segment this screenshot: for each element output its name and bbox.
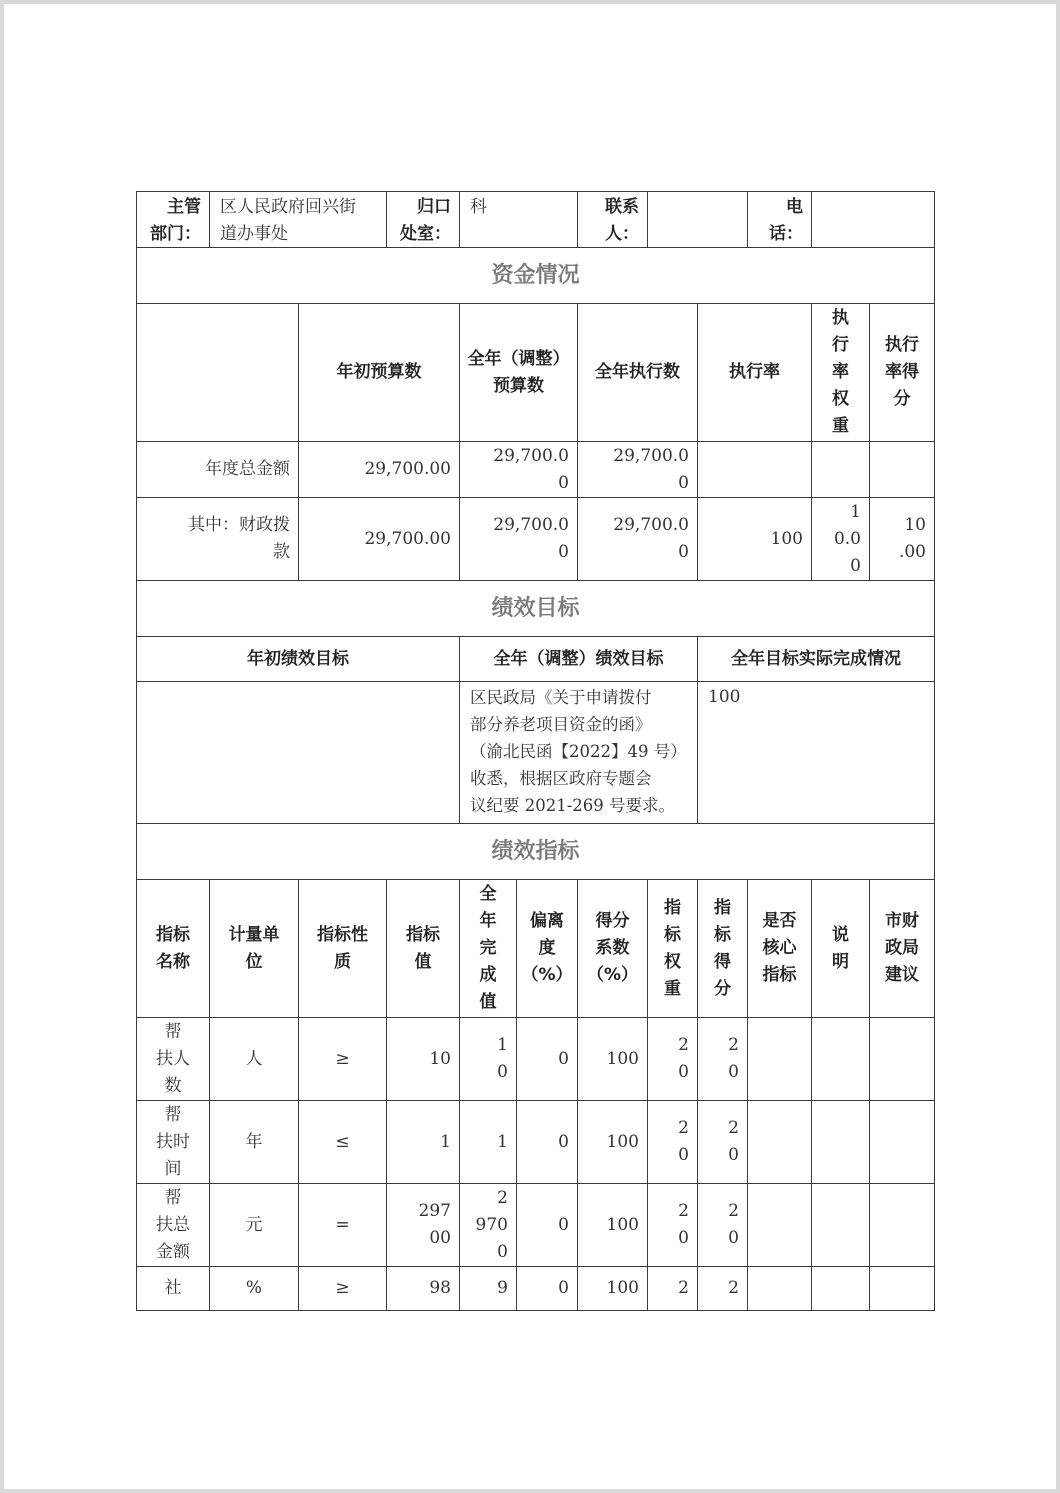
ind-row-completed: 1 bbox=[459, 1100, 517, 1184]
ind-row-advice bbox=[869, 1100, 935, 1184]
funds-row-score bbox=[869, 441, 935, 498]
ind-row-name: 帮 扶总 金额 bbox=[136, 1183, 210, 1267]
ind-row-score: 2 0 bbox=[697, 1183, 748, 1267]
ind-row-coefficient: 100 bbox=[577, 1183, 648, 1267]
ind-row-nature: ≥ bbox=[298, 1266, 387, 1311]
goals-col-initial: 年初绩效目标 bbox=[136, 636, 460, 682]
ind-row-advice bbox=[869, 1183, 935, 1267]
dept-label: 主管 部门： bbox=[136, 191, 210, 248]
ind-row-core bbox=[747, 1100, 812, 1184]
ind-col-note: 说 明 bbox=[811, 879, 870, 1018]
ind-row-unit: 元 bbox=[209, 1183, 299, 1267]
ind-row-name: 帮 扶时 间 bbox=[136, 1100, 210, 1184]
ind-row-unit: % bbox=[209, 1266, 299, 1311]
ind-row-nature: = bbox=[298, 1183, 387, 1267]
ind-row-coefficient: 100 bbox=[577, 1266, 648, 1311]
ind-row-score: 2 0 bbox=[697, 1017, 748, 1101]
ind-row-value: 10 bbox=[386, 1017, 460, 1101]
funds-row-rate: 100 bbox=[697, 497, 812, 581]
ind-row-name: 社 bbox=[136, 1266, 210, 1311]
ind-row-core bbox=[747, 1017, 812, 1101]
funds-row-score: 10 .00 bbox=[869, 497, 935, 581]
ind-row-weight: 2 0 bbox=[647, 1100, 698, 1184]
funds-row-adjusted: 29,700.0 0 bbox=[459, 441, 578, 498]
funds-col-adjusted: 全年（调整） 预算数 bbox=[459, 303, 578, 442]
ind-row-core bbox=[747, 1183, 812, 1267]
ind-row-note bbox=[811, 1100, 870, 1184]
funds-row-executed: 29,700.0 0 bbox=[577, 497, 698, 581]
funds-col-weight: 执 行 率 权 重 bbox=[811, 303, 870, 442]
funds-col-rate: 执行率 bbox=[697, 303, 812, 442]
ind-row-deviation: 0 bbox=[516, 1017, 578, 1101]
funds-row-initial: 29,700.00 bbox=[298, 497, 460, 581]
funds-header-blank bbox=[136, 303, 299, 442]
dept-value: 区人民政府回兴街 道办事处 bbox=[209, 191, 387, 248]
goals-actual-value: 100 bbox=[697, 681, 935, 824]
ind-col-coefficient: 得分 系数 （%） bbox=[577, 879, 648, 1018]
funds-row-initial: 29,700.00 bbox=[298, 441, 460, 498]
ind-col-score: 指 标 得 分 bbox=[697, 879, 748, 1018]
ind-row-value: 1 bbox=[386, 1100, 460, 1184]
ind-row-deviation: 0 bbox=[516, 1183, 578, 1267]
office-value: 科 bbox=[459, 191, 578, 248]
ind-row-completed: 2 970 0 bbox=[459, 1183, 517, 1267]
goals-section-title: 绩效目标 bbox=[136, 580, 935, 637]
ind-row-coefficient: 100 bbox=[577, 1100, 648, 1184]
ind-row-weight: 2 0 bbox=[647, 1183, 698, 1267]
funds-row-adjusted: 29,700.0 0 bbox=[459, 497, 578, 581]
funds-row-label: 其中：财政拨 款 bbox=[136, 497, 299, 581]
ind-col-weight: 指 标 权 重 bbox=[647, 879, 698, 1018]
ind-row-completed: 9 bbox=[459, 1266, 517, 1311]
phone-value bbox=[811, 191, 935, 248]
ind-row-score: 2 0 bbox=[697, 1100, 748, 1184]
ind-row-coefficient: 100 bbox=[577, 1017, 648, 1101]
phone-label: 电 话： bbox=[747, 191, 812, 248]
ind-row-deviation: 0 bbox=[516, 1100, 578, 1184]
ind-row-unit: 年 bbox=[209, 1100, 299, 1184]
ind-row-nature: ≤ bbox=[298, 1100, 387, 1184]
contact-label: 联系 人： bbox=[577, 191, 648, 248]
funds-row-label: 年度总金额 bbox=[136, 441, 299, 498]
ind-row-deviation: 0 bbox=[516, 1266, 578, 1311]
ind-col-nature: 指标性 质 bbox=[298, 879, 387, 1018]
funds-section-title: 资金情况 bbox=[136, 247, 935, 304]
ind-row-weight: 2 bbox=[647, 1266, 698, 1311]
ind-row-value: 98 bbox=[386, 1266, 460, 1311]
ind-row-value: 297 00 bbox=[386, 1183, 460, 1267]
goals-initial-value bbox=[136, 681, 460, 824]
ind-row-score: 2 bbox=[697, 1266, 748, 1311]
ind-row-name: 帮 扶人 数 bbox=[136, 1017, 210, 1101]
office-label: 归口 处室： bbox=[386, 191, 460, 248]
ind-row-unit: 人 bbox=[209, 1017, 299, 1101]
indicators-section-title: 绩效指标 bbox=[136, 823, 935, 880]
ind-row-completed: 1 0 bbox=[459, 1017, 517, 1101]
ind-row-nature: ≥ bbox=[298, 1017, 387, 1101]
funds-row-weight: 1 0.0 0 bbox=[811, 497, 870, 581]
funds-col-initial: 年初预算数 bbox=[298, 303, 460, 442]
ind-col-completed: 全 年 完 成 值 bbox=[459, 879, 517, 1018]
ind-row-weight: 2 0 bbox=[647, 1017, 698, 1101]
funds-row-rate bbox=[697, 441, 812, 498]
ind-col-advice: 市财 政局 建议 bbox=[869, 879, 935, 1018]
goals-col-actual: 全年目标实际完成情况 bbox=[697, 636, 935, 682]
goals-col-adjusted: 全年（调整）绩效目标 bbox=[459, 636, 698, 682]
funds-col-score: 执行 率得 分 bbox=[869, 303, 935, 442]
ind-col-core: 是否 核心 指标 bbox=[747, 879, 812, 1018]
ind-row-advice bbox=[869, 1266, 935, 1311]
funds-row-executed: 29,700.0 0 bbox=[577, 441, 698, 498]
funds-col-executed: 全年执行数 bbox=[577, 303, 698, 442]
ind-row-note bbox=[811, 1183, 870, 1267]
contact-value bbox=[647, 191, 748, 248]
ind-col-name: 指标 名称 bbox=[136, 879, 210, 1018]
ind-col-value: 指标 值 bbox=[386, 879, 460, 1018]
ind-row-core bbox=[747, 1266, 812, 1311]
ind-row-advice bbox=[869, 1017, 935, 1101]
ind-col-deviation: 偏离 度 （%） bbox=[516, 879, 578, 1018]
goals-adjusted-value: 区民政局《关于申请拨付 部分养老项目资金的函》 （渝北民函【2022】49 号） 收悉，根据区政府专题会 议纪要 2021-269 号要求。 bbox=[459, 681, 698, 824]
ind-row-note bbox=[811, 1266, 870, 1311]
ind-col-unit: 计量单 位 bbox=[209, 879, 299, 1018]
ind-row-note bbox=[811, 1017, 870, 1101]
funds-row-weight bbox=[811, 441, 870, 498]
